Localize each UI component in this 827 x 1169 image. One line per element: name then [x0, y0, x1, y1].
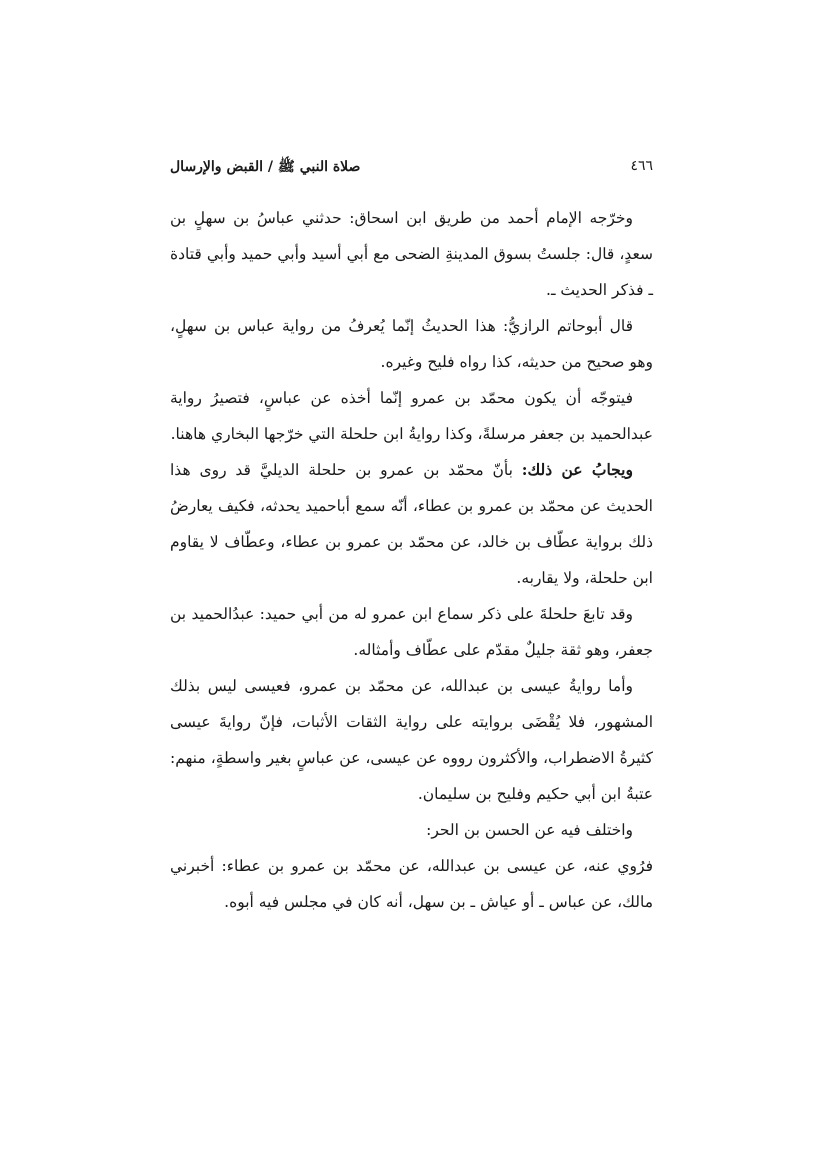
paragraph: وأما روايةُ عيسى بن عبدالله، عن محمّد بن عمرو، فعيسى ليس بذلك المشهور، فلا يُقْضَى بروايته على رواية الثقات الأثبات، فإنّ روايةَ عيسى كثيرةُ الاضطراب، والأكثرون رووه عن عيسى، عن عباسٍ بغير واسطةٍ، منهم: عتبةُ ابن أبي حكيم وفليح بن سليمان. — [170, 677, 653, 803]
paragraph-lead: ويجابُ عن ذلك: — [521, 460, 633, 479]
paragraph: فيتوجّه أن يكون محمّد بن عمرو إنّما أخذه عن عباسٍ، فتصيرُ رواية عبدالحميد بن جعفر مرسلةً، وكذا روايةُ ابن حلحلة التي خرّجها البخاري هاهنا. — [170, 389, 653, 443]
running-header — [170, 158, 653, 186]
paragraph: وخرّجه الإمام أحمد من طريق ابن اسحاق: حدثني عباسُ بن سهلٍ بن سعدٍ، قال: جلستُ بسوق المدينةِ الضحى مع أبي أسيد وأبي حميد وأبي قتادة ـ فذكر الحديث ـ. — [170, 209, 653, 299]
paragraph: قال أبوحاتم الرازيُّ: هذا الحديثُ إنّما يُعرفُ من رواية عباس بن سهلٍ، وهو صحيح من حديثه، كذا رواه فليح وغيره. — [170, 317, 653, 371]
page-number: ٤٦٦ — [630, 158, 653, 174]
body-text — [170, 200, 653, 920]
running-title: صلاة النبي ﷺ / القبض والإرسال — [170, 159, 361, 175]
paragraph: ويجابُ عن ذلك: بأنّ محمّد بن عمرو بن حلحلة الديليَّ قد روى هذا الحديث عن محمّد بن عمرو بن عطاء، أنّه سمع أباحميد يحدثه، فكيف يعارضُ ذلك برواية عطّاف بن خالد، عن محمّد بن عمرو بن عطاء، وعطّاف لا يقاوم ابن حلحلة، ولا يقاربه. — [170, 460, 653, 587]
paragraph: وقد تابعَ حلحلةَ على ذكر سماع ابن عمرو له من أبي حميد: عبدُالحميد بن جعفر، وهو ثقة جليلٌ مقدّم على عطّاف وأمثاله. — [170, 605, 653, 659]
paragraph: فرُوي عنه، عن عيسى بن عبدالله، عن محمّد بن عمرو بن عطاء: أخبرني مالك، عن عباس ـ أو عياش ـ بن سهل، أنه كان في مجلس فيه أبوه. — [170, 857, 653, 911]
paragraph: واختلف فيه عن الحسن بن الحر: — [426, 821, 633, 839]
